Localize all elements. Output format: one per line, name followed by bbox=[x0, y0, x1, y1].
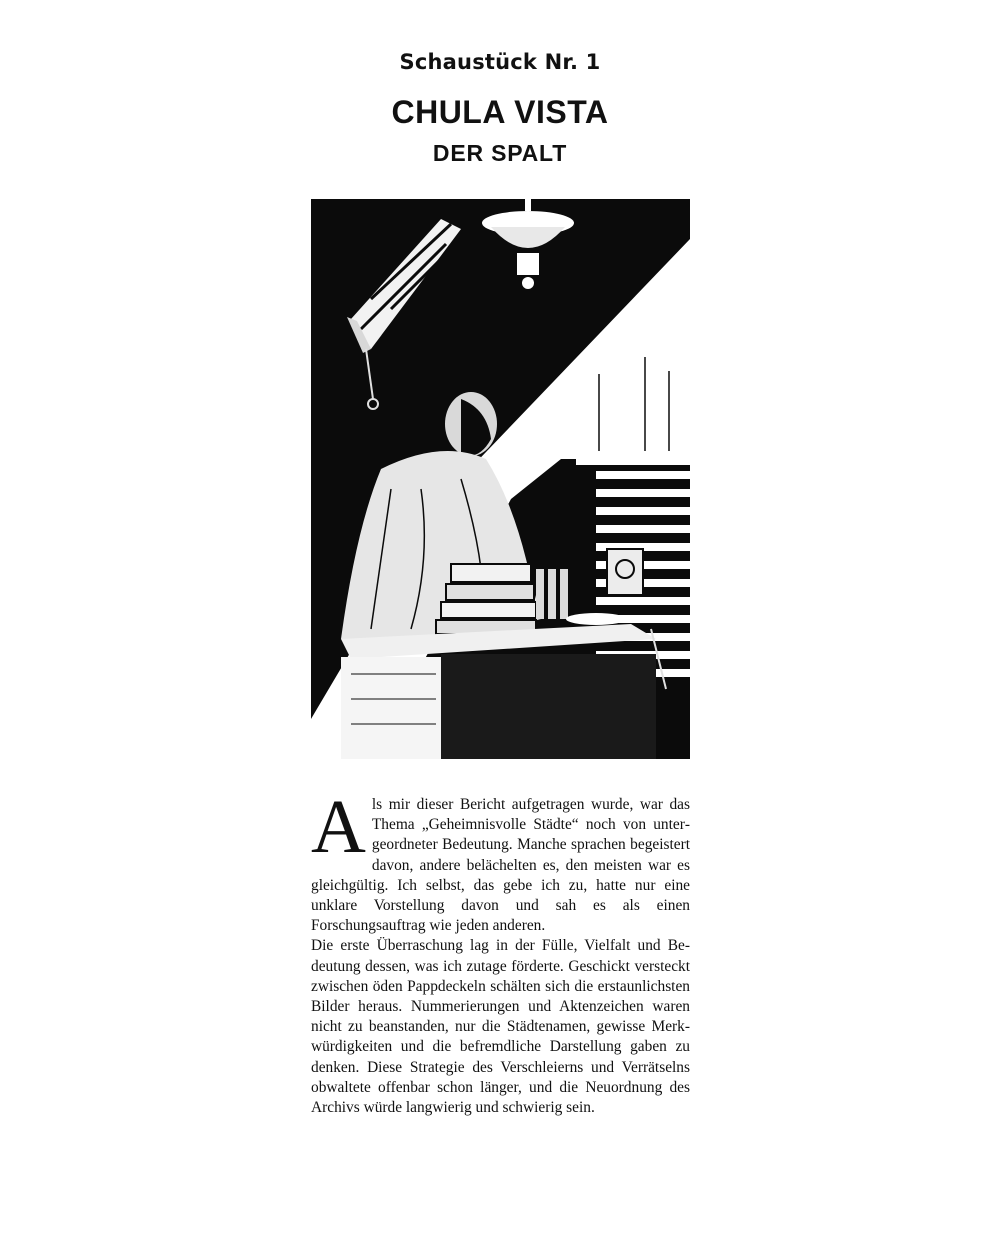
radiator bbox=[536, 569, 568, 619]
page-title: CHULA VISTA bbox=[391, 94, 609, 130]
desk-device bbox=[607, 549, 643, 595]
ink-drawing-icon bbox=[311, 199, 690, 759]
desk-bowl bbox=[566, 613, 626, 625]
lamp-rod bbox=[525, 199, 531, 211]
article-paragraph-1-text: ls mir dieser Bericht aufgetragen wurde, war das Thema „Geheimnisvolle Städte“ noch von untergeordneter Bedeutung. Manche sprachen begeistert davon, andere belächelten es, den meisten war es gleichgültig. Ich selbst, das gebe ich zu, hatte nur eine unklare Vorstellung davon und sah es als einen Forschungsauftrag wie jeden anderen. bbox=[311, 796, 690, 935]
lamp-bulb-socket bbox=[517, 253, 539, 275]
desk-front bbox=[341, 657, 441, 759]
article-paragraph-1 bbox=[311, 785, 690, 936]
exhibit-label: Schaustück Nr. 1 bbox=[399, 50, 601, 74]
book-stack bbox=[436, 564, 536, 634]
page-subtitle: DER SPALT bbox=[432, 140, 568, 166]
drawer-cabinet bbox=[576, 451, 690, 465]
illustration-panel bbox=[311, 199, 690, 759]
lamp-bulb bbox=[522, 277, 534, 289]
article-body bbox=[311, 785, 690, 1118]
desk-side bbox=[441, 654, 656, 759]
drop-cap: A bbox=[311, 785, 366, 869]
article-paragraph-2: Die erste Überraschung lag in der Fülle, Vielfalt und Bedeutung dessen, was ich zutage förderte. Geschickt versteckt zwischen öden Pappdeckeln schälten sich die erstaunlichsten Bilder heraus. Nummerierungen und Aktenzeichen waren nicht zu beanstanden, nur die Städtenamen, gewisse Merkwürdigkeiten und die befremdliche Darstellung gaben zu denken. Diese Strategie des Verschleierns und Verrätselns obwaltete offenbar schon länger, und die Neuordnung des Archivs würde langwierig und schwierig sein. bbox=[311, 937, 690, 1117]
